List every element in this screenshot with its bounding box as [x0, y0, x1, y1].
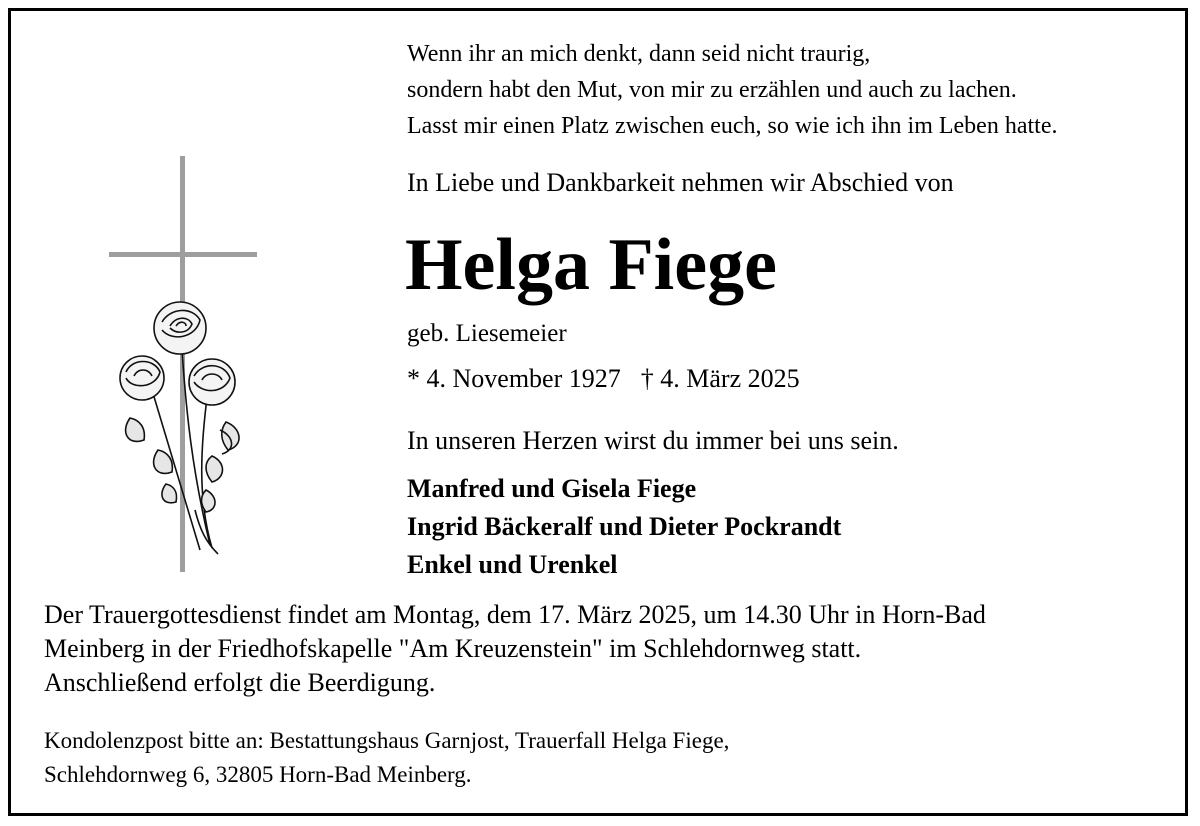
farewell-intro: In Liebe und Dankbarkeit nehmen wir Abschied von — [407, 168, 954, 197]
birth-date: * 4. November 1927 — [407, 364, 621, 393]
mourner: Enkel und Urenkel — [407, 550, 618, 579]
mourners-list — [407, 470, 841, 584]
poem-line: Wenn ihr an mich denkt, dann seid nicht traurig, — [407, 41, 871, 67]
cross-with-roses-illustration — [100, 150, 270, 580]
service-line: Meinberg in der Friedhofskapelle "Am Kreuzenstein" im Schlehdornweg statt. — [44, 634, 862, 663]
motto: In unseren Herzen wirst du immer bei uns sein. — [407, 426, 899, 455]
poem — [407, 36, 1057, 144]
life-dates — [407, 364, 800, 394]
funeral-service-info — [44, 598, 986, 700]
condolence-address — [44, 724, 729, 792]
mourner: Manfred und Gisela Fiege — [407, 474, 697, 503]
condolence-line: Schlehdornweg 6, 32805 Horn-Bad Meinberg. — [44, 762, 472, 787]
death-date: † 4. März 2025 — [640, 364, 800, 393]
mourner: Ingrid Bäckeralf und Dieter Pockrandt — [407, 512, 842, 541]
service-line: Anschließend erfolgt die Beerdigung. — [44, 668, 436, 697]
poem-line: Lasst mir einen Platz zwischen euch, so wie ich ihn im Leben hatte. — [407, 113, 1058, 139]
deceased-name: Helga Fiege — [405, 224, 777, 306]
service-line: Der Trauergottesdienst findet am Montag, dem 17. März 2025, um 14.30 Uhr in Horn-Bad — [44, 600, 986, 629]
condolence-line: Kondolenzpost bitte an: Bestattungshaus Garnjost, Trauerfall Helga Fiege, — [44, 728, 730, 753]
poem-line: sondern habt den Mut, von mir zu erzählen und auch zu lachen. — [407, 77, 1017, 103]
maiden-name: geb. Liesemeier — [407, 320, 567, 347]
roses-icon — [120, 302, 239, 554]
